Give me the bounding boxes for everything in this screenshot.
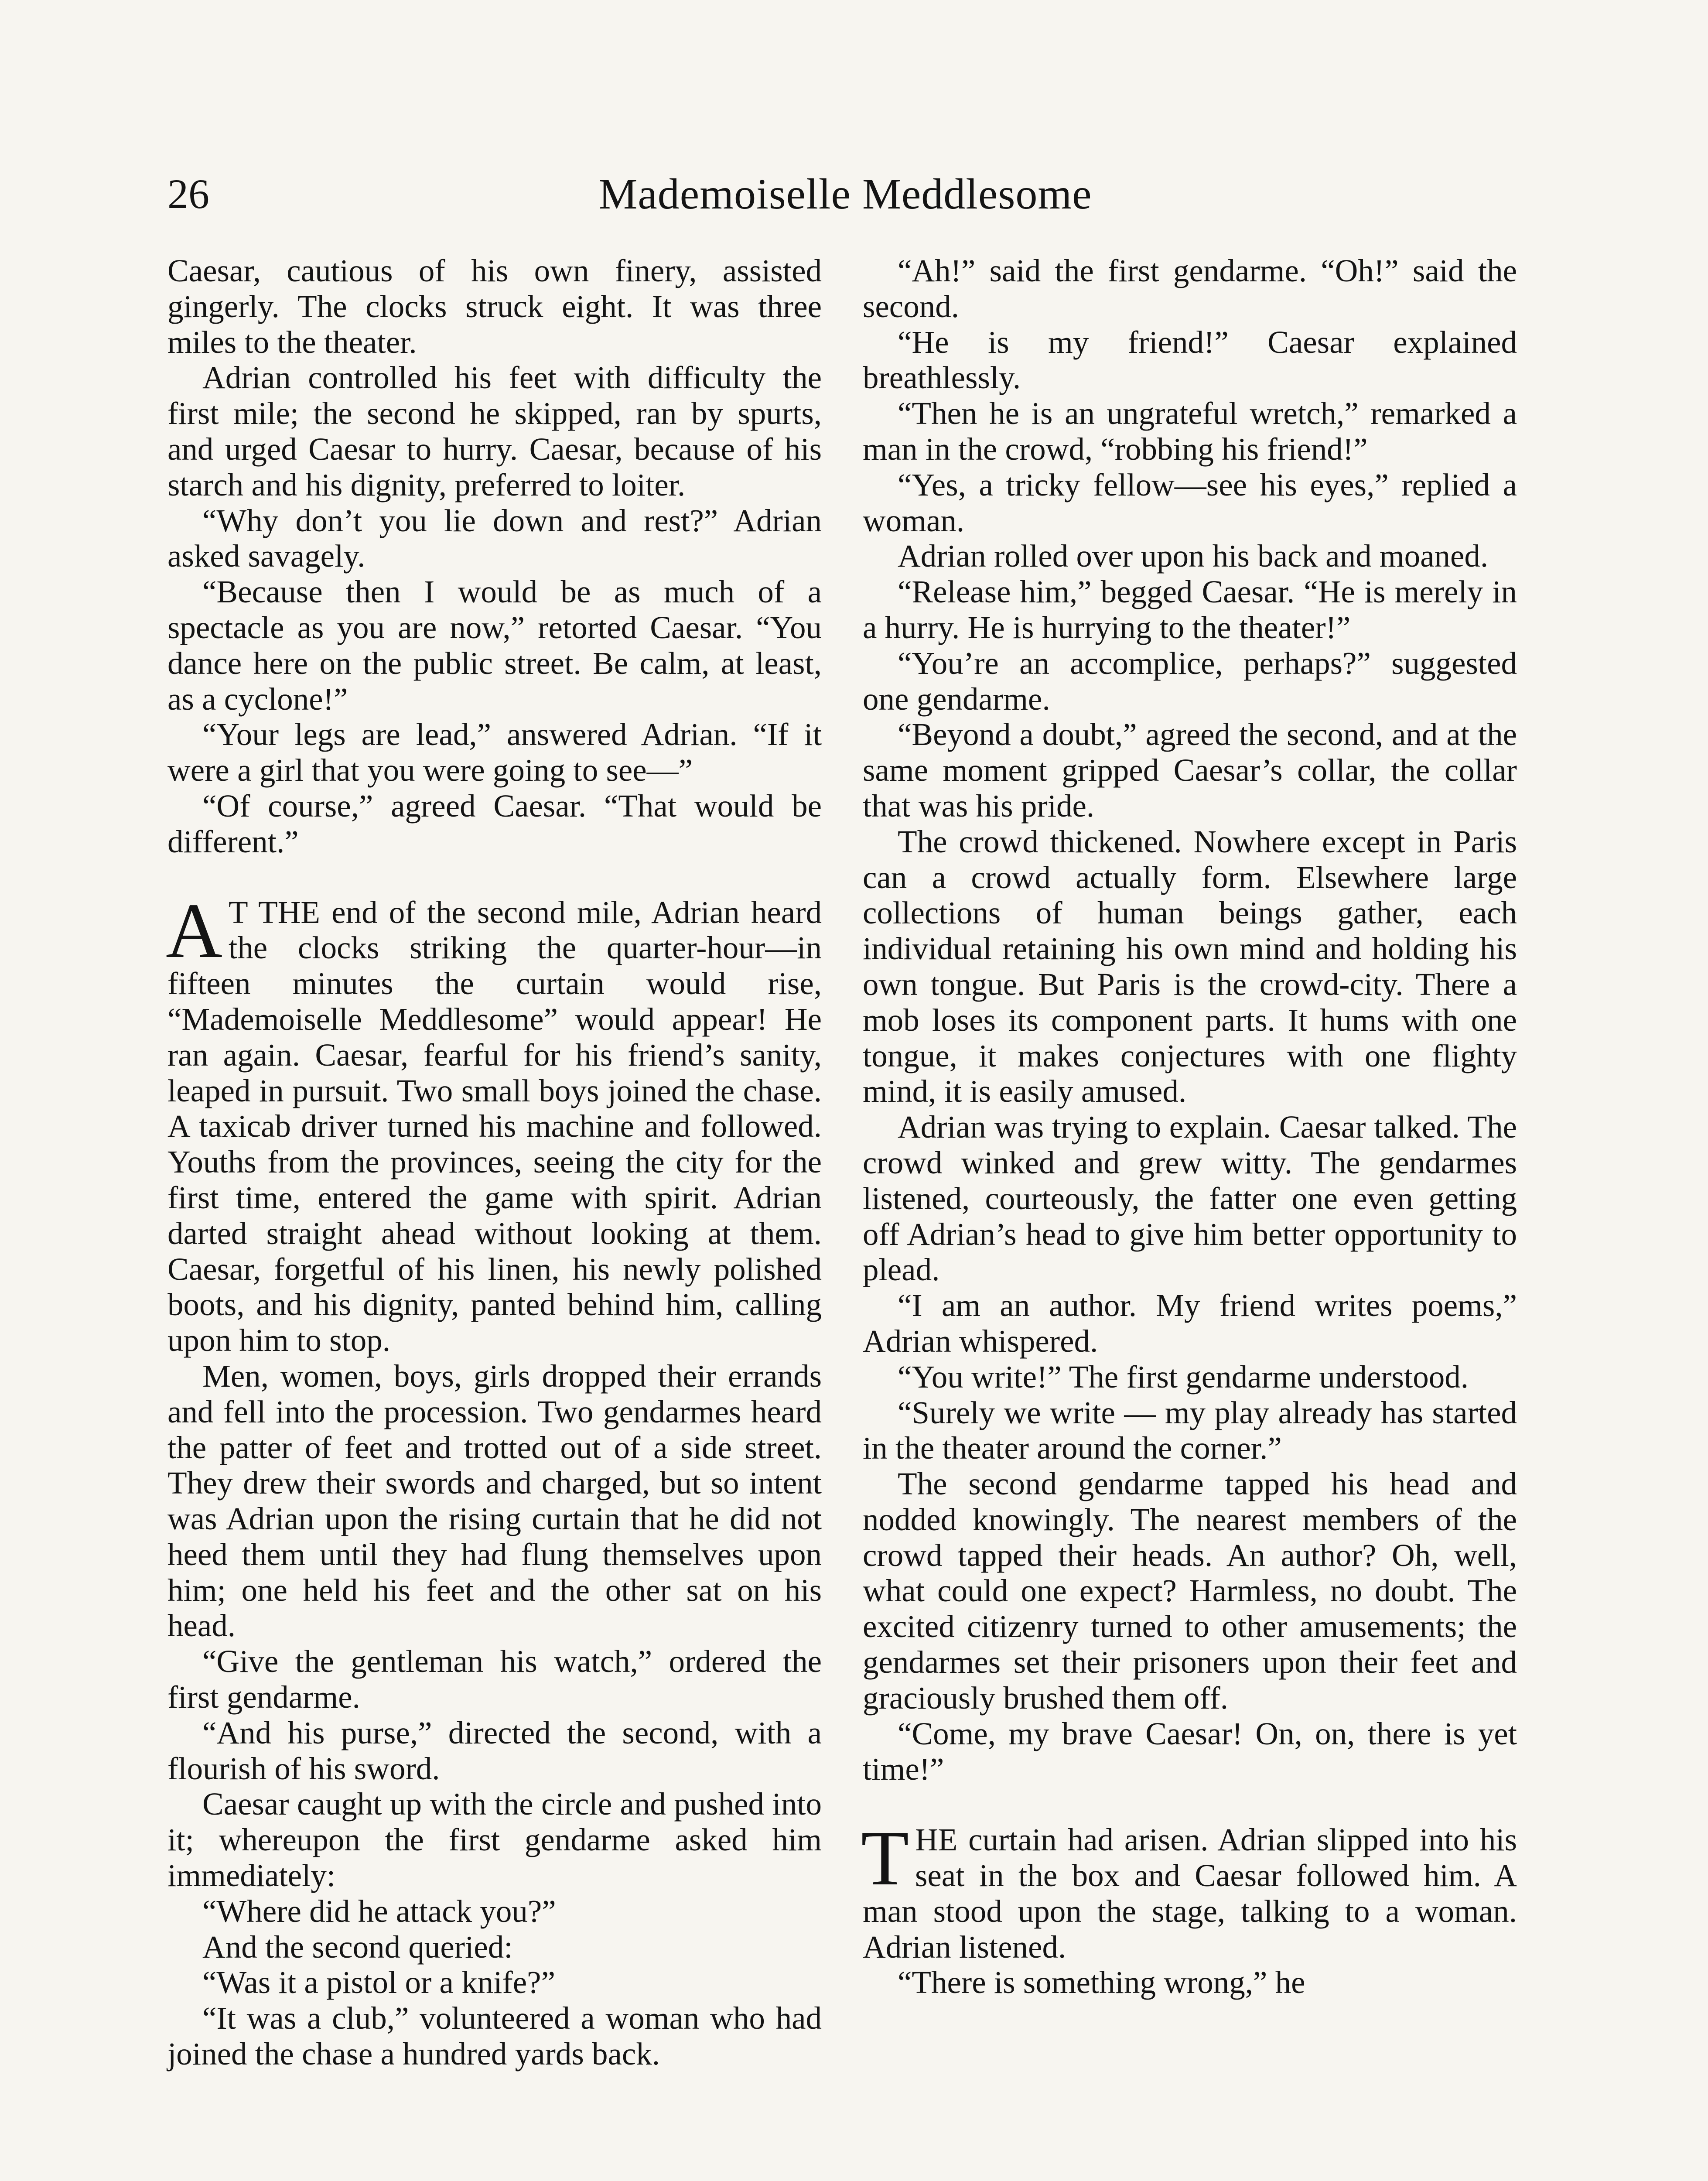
paragraph: “Surely we write — my play already has started in the theater around the corner.” (863, 1395, 1517, 1466)
paragraph: “Ah!” said the first gendarme. “Oh!” said the second. (863, 253, 1517, 324)
paragraph: “Your legs are lead,” answered Adrian. “If it were a girl that you were going to see—” (167, 717, 822, 788)
page-header (167, 166, 1523, 231)
paragraph: “Release him,” begged Caesar. “He is merely in a hurry. He is hurrying to the theater!” (863, 574, 1517, 645)
paragraph: “Was it a pistol or a knife?” (202, 1965, 555, 2000)
paragraph: Caesar caught up with the circle and pushed into it; whereupon the first gendarme asked him immediately: (167, 1786, 822, 1894)
paragraph: “Yes, a tricky fellow—see his eyes,” replied a woman. (863, 467, 1517, 538)
paragraph: The crowd thickened. Nowhere except in Paris can a crowd actually form. Elsewhere large collections of human beings gather, each individual retaining his own mind and holding his own tongue. But Paris is the crowd-city. There a mob loses its component parts. It hums with one tongue, it makes conjectures with one flighty mind, it is easily amused. (863, 824, 1517, 1109)
paragraph: Caesar, cautious of his own finery, assisted gingerly. The clocks struck eight. It was three miles to the theater. (167, 253, 822, 360)
paragraph: And the second queried: (202, 1929, 513, 1965)
paragraph: “Of course,” agreed Caesar. “That would be different.” (167, 788, 822, 859)
paragraph: Adrian controlled his feet with difficulty the first mile; the second he skipped, ran by spurts, and urged Caesar to hurry. Caesar, because of his starch and his dignity, preferred to loiter. (167, 360, 822, 503)
paragraph: “You write!” The first gendarme understood. (898, 1359, 1469, 1395)
paragraph: “Beyond a doubt,” agreed the second, and at the same moment gripped Caesar’s collar, the collar that was his pride. (863, 717, 1517, 824)
paragraph: “Because then I would be as much of a spectacle as you are now,” retorted Caesar. “You dance here on the public street. Be calm, at least, as a cyclone!” (167, 574, 822, 717)
right-column (863, 253, 1517, 2000)
paragraph: “You’re an accomplice, perhaps?” suggested one gendarme. (863, 645, 1517, 717)
section-opening-text: HE curtain had arisen. Adrian slipped into his seat in the box and Caesar followed him. A man stood upon the stage, talking to a woman. Adrian listened. (863, 1822, 1517, 1965)
paragraph: “Then he is an ungrateful wretch,” remarked a man in the crowd, “robbing his friend!” (863, 396, 1517, 467)
section-opening-paragraph (166, 887, 822, 1358)
left-column (167, 253, 822, 2072)
paragraph: “There is something wrong,” he (898, 1965, 1305, 2000)
paragraph: Adrian rolled over upon his back and moaned. (898, 538, 1489, 574)
running-title: Mademoiselle Meddlesome (598, 170, 1092, 218)
drop-cap: T (861, 1815, 909, 1902)
section-opening-paragraph (861, 1815, 1517, 1965)
paragraph: “It was a club,” volunteered a woman who had joined the chase a hundred yards back. (167, 2000, 822, 2072)
paragraph: “Why don’t you lie down and rest?” Adrian asked savagely. (167, 503, 822, 574)
paragraph: “I am an author. My friend writes poems,” Adrian whispered. (863, 1288, 1517, 1359)
paragraph: The second gendarme tapped his head and nodded knowingly. The nearest members of the crowd tapped their heads. An author? Oh, well, what could one expect? Harmless, no doubt. The excited citizenry turned to other amusements; the gendarmes set their prisoners upon their feet and graciously brushed them off. (863, 1466, 1517, 1716)
paragraph: “Come, my brave Caesar! On, on, there is yet time!” (863, 1716, 1517, 1787)
paragraph: Men, women, boys, girls dropped their errands and fell into the procession. Two gendarmes heard the patter of feet and trotted out of a side street. They drew their swords and charged, but so intent was Adrian upon the rising curtain that he did not heed them until they had flung themselves upon him; one held his feet and the other sat on his head. (167, 1358, 822, 1644)
drop-cap: A (166, 887, 222, 974)
page-number: 26 (167, 171, 209, 217)
paragraph: “He is my friend!” Caesar explained breathlessly. (863, 324, 1517, 396)
paragraph: “Give the gentleman his watch,” ordered the first gendarme. (167, 1644, 822, 1715)
paragraph: Adrian was trying to explain. Caesar talked. The crowd winked and grew witty. The gendarmes listened, courteously, the fatter one even getting off Adrian’s head to give him better opportunity to plead. (863, 1109, 1517, 1288)
section-opening-text: T THE end of the second mile, Adrian heard the clocks striking the quarter-hour—in fifteen minutes the curtain would rise, “Mademoiselle Meddlesome” would appear! He ran again. Caesar, fearful for his friend’s sanity, leaped in pursuit. Two small boys joined the chase. A taxicab driver turned his machine and followed. Youths from the provinces, seeing the city for the first time, entered the game with spirit. Adrian darted straight ahead without looking at them. Caesar, forgetful of his linen, his newly polished boots, and his dignity, panted behind him, calling upon him to stop. (167, 894, 822, 1358)
paragraph: “And his purse,” directed the second, with a flourish of his sword. (167, 1715, 822, 1786)
paragraph: “Where did he attack you?” (202, 1893, 556, 1929)
